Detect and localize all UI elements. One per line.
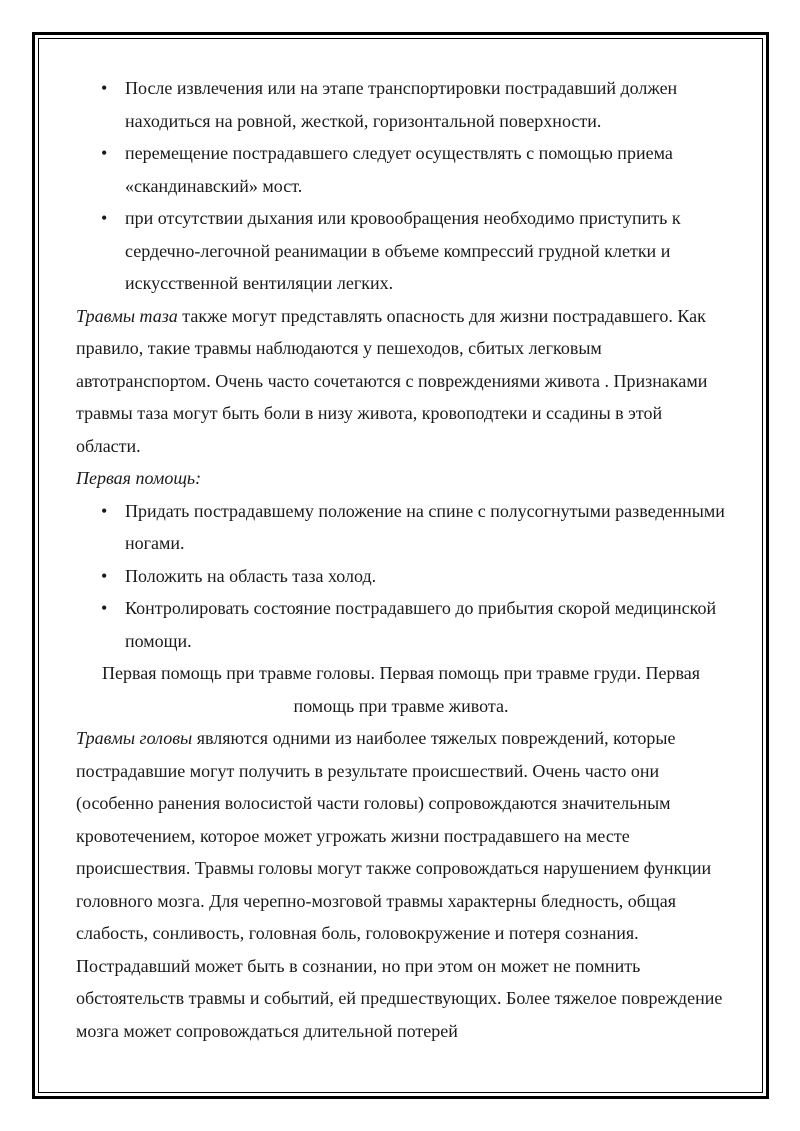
bullet-icon: • xyxy=(101,208,108,228)
pelvic-injury-paragraph: Травмы таза также могут представлять опасность для жизни пострадавшего. Как правило, такие травмы наблюдаются у пешеходов, сбитых легковым автотранспортом. Очень часто сочетаются с повреждениями живота . Признаками травмы таза могут быть боли в низу живота, кровоподтеки и ссадины в этой области. xyxy=(76,305,708,456)
list-item: • Придать пострадавшему положение на спине с полусогнутыми разведенными ногами. xyxy=(76,495,726,560)
bullet-icon: • xyxy=(101,598,108,618)
bullet-icon: • xyxy=(101,78,108,98)
bullet-icon: • xyxy=(101,143,108,163)
list-item: • Контролировать состояние пострадавшего до прибытия скорой медицинской помощи. xyxy=(76,592,726,657)
section-heading: Первая помощь при травме головы. Первая помощь при травме груди. Первая помощь при травме живота. xyxy=(102,663,700,716)
pelvic-injury-term: Травмы таза xyxy=(76,305,178,326)
bullet-icon: • xyxy=(101,565,108,586)
pelvic-first-aid-list xyxy=(76,495,726,658)
head-injury-term: Травмы головы xyxy=(76,728,193,748)
list-item: • при отсутствии дыхания или кровообращения необходимо приступить к сердечно-легочной реанимации в объеме компрессий грудной клетки и искусственной вентиляции легких. xyxy=(76,202,726,300)
list-item: • Положить на область таза холод. xyxy=(76,560,726,593)
document-body xyxy=(76,72,726,1047)
head-injury-paragraph: Травмы головы являются одними из наиболее тяжелых повреждений, которые пострадавшие могут получить в результате происшествий. Очень часто они (особенно ранения волосистой части головы) сопровождаются значительным кровотечением, которое может угрожать жизни пострадавшего на месте происшествия. Травмы головы могут также сопровождаться нарушением функции головного мозга. Для черепно-мозговой травмы характерны бледность, общая слабость, сонливость, головная боль, головокружение и потеря сознания. Пострадавший может быть в сознании, но при этом он может не помнить обстоятельств травмы и событий, ей предшествующих. Более тяжелое повреждение мозга может сопровождаться длительной потерей xyxy=(76,728,723,1041)
list-item: • перемещение пострадавшего следует осуществлять с помощью приема «скандинавский» мост. xyxy=(76,137,726,202)
bullet-icon: • xyxy=(101,500,108,521)
transport-instructions-list xyxy=(76,72,726,300)
list-item: • После извлечения или на этапе транспортировки пострадавший должен находиться на ровной, жесткой, горизонтальной поверхности. xyxy=(76,72,726,137)
first-aid-label: Первая помощь: xyxy=(76,468,202,488)
